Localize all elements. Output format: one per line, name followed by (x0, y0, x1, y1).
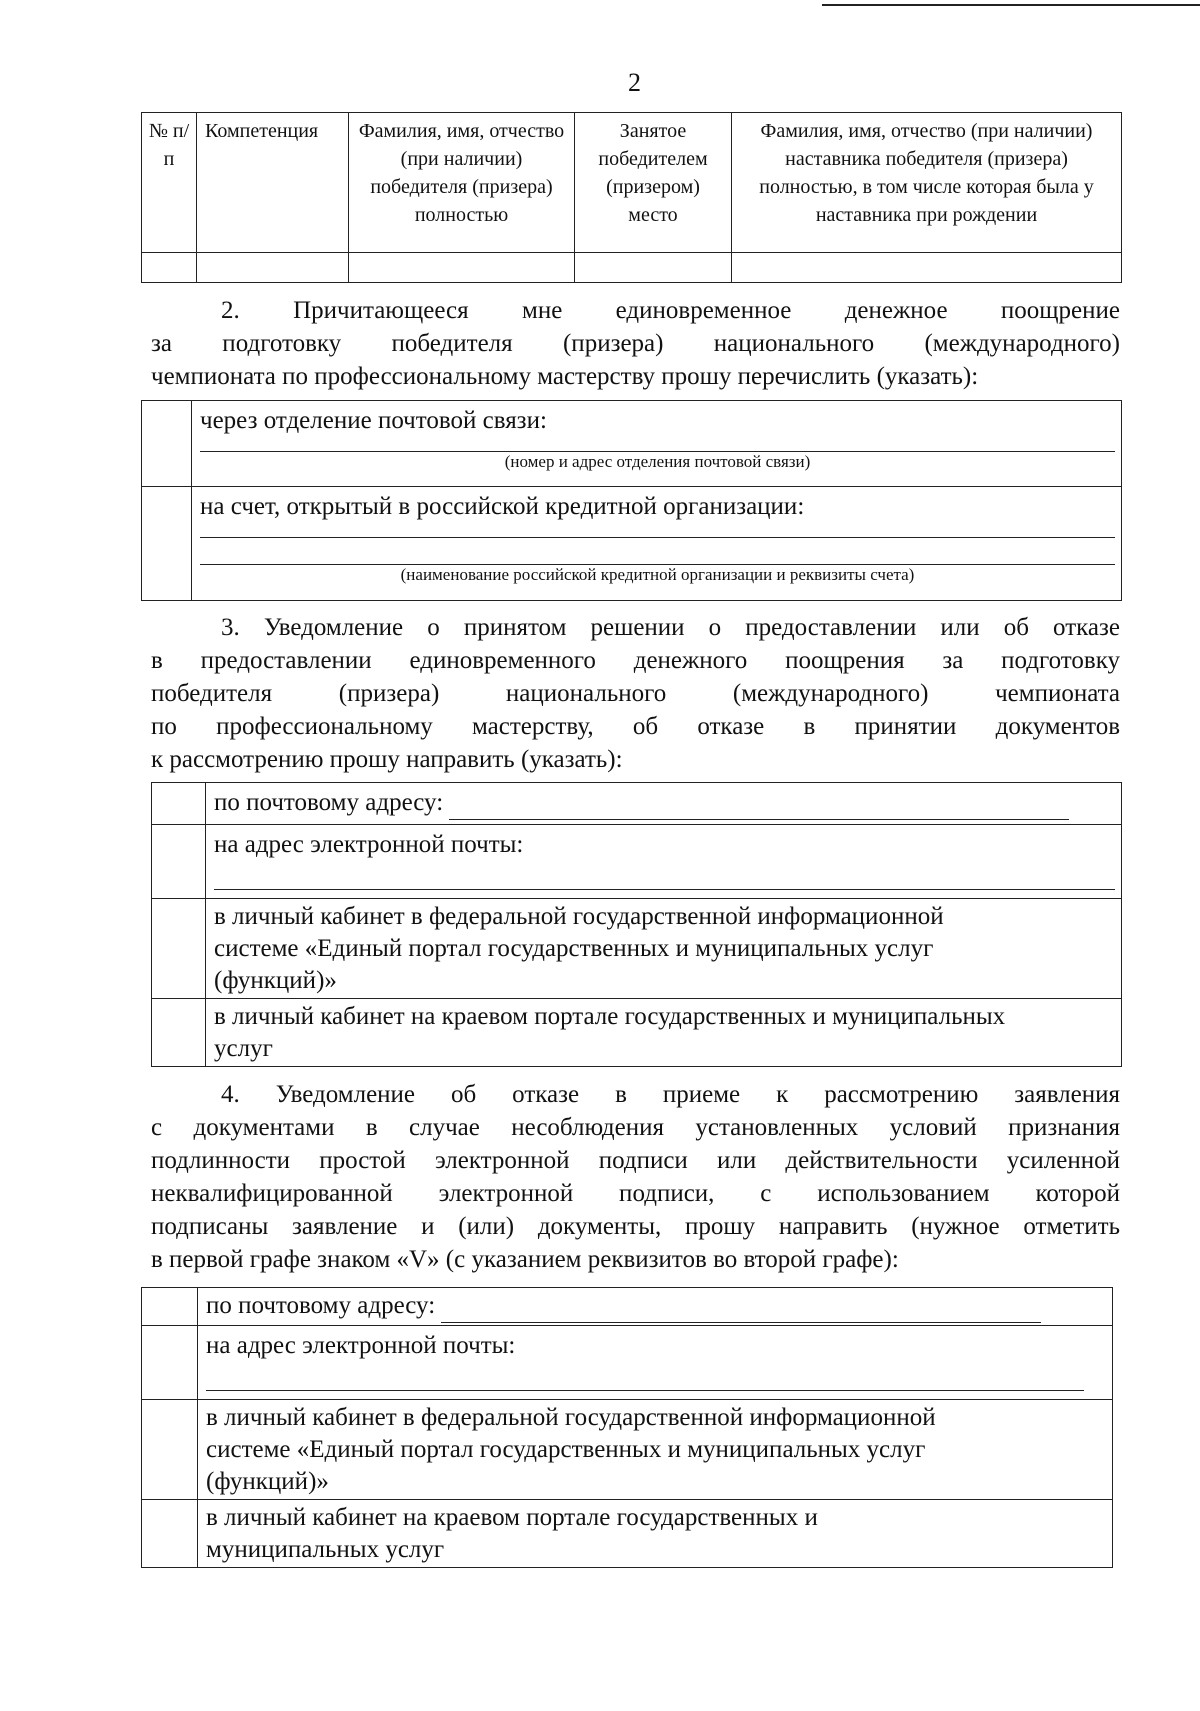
email-input-line[interactable] (214, 861, 1115, 890)
header-competence: Компетенция (197, 113, 349, 253)
option-postal-office-label: через отделение почтовой связи: (200, 407, 547, 434)
checkbox-email[interactable] (142, 1326, 198, 1400)
email-input-line[interactable] (206, 1362, 1084, 1391)
section4-line: подписаны заявление и (или) документы, прошу направить (нужное отметить (151, 1213, 1120, 1240)
bank-account-input-line-1[interactable] (200, 523, 1115, 538)
section3-line: к рассмотрению прошу направить (указать): (151, 746, 623, 773)
section4-line: подлинности простой электронной подписи или действительности усиленной (151, 1147, 1120, 1174)
decision-notice-options-table (151, 782, 1122, 1067)
section4-line: неквалифицированной электронной подписи, с использованием которой (151, 1180, 1120, 1207)
section3-line: в предоставлении единовременного денежного поощрения за подготовку (151, 647, 1120, 674)
section3-line: по профессиональному мастерству, об отказе в принятии документов (151, 713, 1120, 740)
option-gosuslugi-line: (функций)» (206, 1468, 329, 1495)
checkbox-email[interactable] (152, 825, 206, 899)
option-postal-address-label: по почтовому адресу: (214, 789, 444, 816)
cell-winner-name[interactable] (349, 253, 575, 283)
header-winner-name: Фамилия, имя, отчество (при наличии) победителя (призера) полностью (349, 113, 575, 253)
section2-line: 2. Причитающееся мне единовременное денежное поощрение (221, 297, 1120, 324)
option-email-label: на адрес электронной почты: (206, 1332, 516, 1359)
checkbox-gosuslugi[interactable] (142, 1400, 198, 1500)
checkbox-bank-account[interactable] (142, 487, 192, 601)
option-bank-account-label: на счет, открытый в российской кредитной организации: (200, 493, 805, 520)
header-number: № п/п (142, 113, 197, 253)
checkbox-regional-portal[interactable] (152, 999, 206, 1067)
option-regional-portal-line: услуг (214, 1035, 273, 1062)
postal-office-input-line[interactable] (200, 437, 1115, 452)
option-gosuslugi-line: системе «Единый портал государственных и муниципальных услуг (206, 1436, 926, 1463)
page-number: 2 (628, 68, 641, 97)
rejection-notice-options-table (141, 1287, 1113, 1568)
section3-line: победителя (призера) национального (международного) чемпионата (151, 680, 1120, 707)
option-regional-portal-line: муниципальных услуг (206, 1536, 445, 1563)
cell-place[interactable] (575, 253, 732, 283)
option-gosuslugi-line: системе «Единый портал государственных и муниципальных услуг (214, 935, 934, 962)
section4-line: в первой графе знаком «V» (с указанием реквизитов во второй графе): (151, 1246, 899, 1273)
section2-line: чемпионата по профессиональному мастерству прошу перечислить (указать): (151, 363, 979, 390)
section3-paragraph (151, 611, 1120, 776)
section3-line: 3. Уведомление о принятом решении о предоставлении или об отказе (221, 614, 1120, 641)
payment-options-table (141, 400, 1122, 601)
checkbox-gosuslugi[interactable] (152, 899, 206, 999)
header-place: Занятое победителем (призером) место (575, 113, 732, 253)
postal-address-input-line[interactable] (441, 1290, 1041, 1323)
section4-paragraph (151, 1078, 1120, 1276)
section4-line: с документами в случае несоблюдения установленных условий признания (151, 1114, 1120, 1141)
header-mentor-name: Фамилия, имя, отчество (при наличии) наставника победителя (призера) полностью, в том числе которая была у наставника при рождении (732, 113, 1122, 253)
option-gosuslugi-line: в личный кабинет в федеральной государственной информационной (206, 1404, 936, 1431)
checkbox-postal-office[interactable] (142, 401, 192, 487)
checkbox-postal-address[interactable] (142, 1288, 198, 1326)
option-regional-portal-line: в личный кабинет на краевом портале государственных и муниципальных (214, 1003, 1006, 1030)
checkbox-postal-address[interactable] (152, 783, 206, 825)
option-email-label: на адрес электронной почты: (214, 831, 524, 858)
cell-competence[interactable] (197, 253, 349, 283)
section4-line: 4. Уведомление об отказе в приеме к рассмотрению заявления (221, 1081, 1120, 1108)
section2-line: за подготовку победителя (призера) национального (международного) (151, 330, 1120, 357)
option-regional-portal-line: в личный кабинет на краевом портале государственных и (206, 1504, 818, 1531)
postal-office-caption: (номер и адрес отделения почтовой связи) (504, 452, 811, 471)
cell-number[interactable] (142, 253, 197, 283)
postal-address-input-line[interactable] (449, 787, 1069, 820)
bank-account-caption: (наименование российской кредитной организации и реквизиты счета) (400, 565, 915, 584)
cell-mentor-name[interactable] (732, 253, 1122, 283)
winners-table (141, 112, 1122, 283)
section2-paragraph (151, 294, 1120, 393)
option-gosuslugi-line: (функций)» (214, 967, 337, 994)
top-rule (822, 4, 1200, 6)
option-gosuslugi-line: в личный кабинет в федеральной государственной информационной (214, 903, 944, 930)
option-postal-address-label: по почтовому адресу: (206, 1292, 436, 1319)
checkbox-regional-portal[interactable] (142, 1500, 198, 1568)
bank-account-input-line-2[interactable] (200, 538, 1115, 565)
